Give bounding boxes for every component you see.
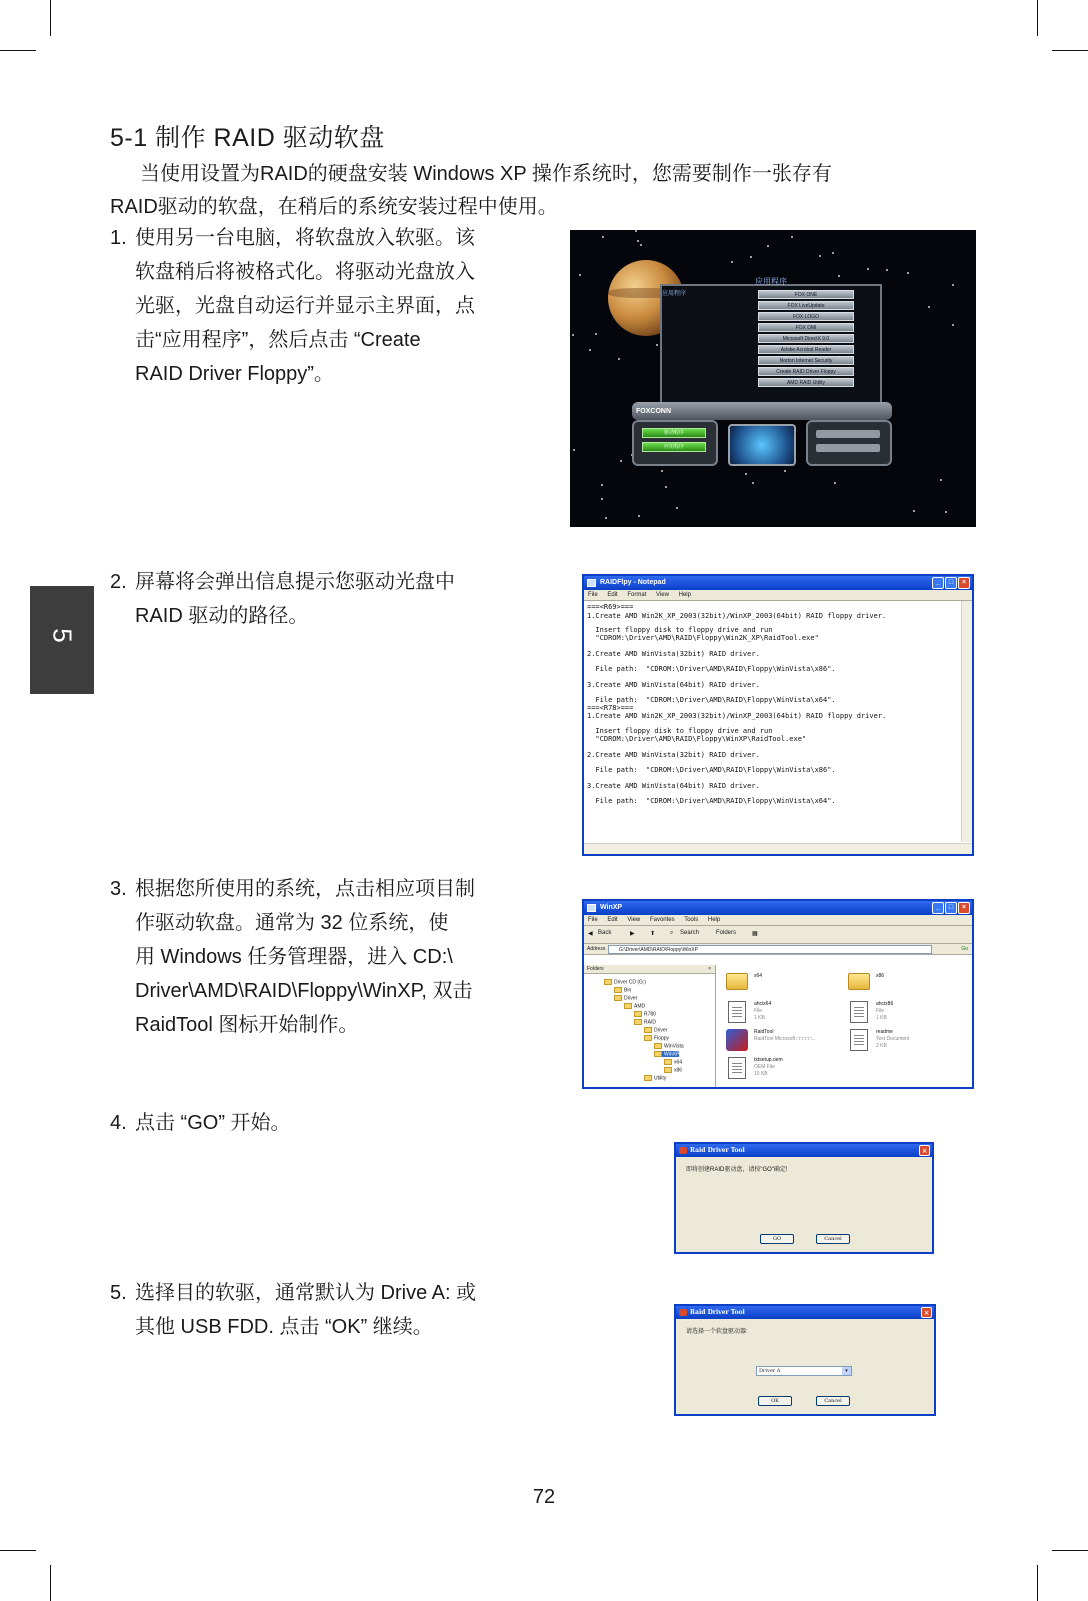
raidtool-icon (726, 1029, 748, 1051)
file-name: RaidTool (754, 1029, 774, 1035)
folder-icon (634, 1011, 642, 1017)
tree-label: Utility (654, 1075, 667, 1082)
tree-label: Driver (624, 995, 638, 1002)
star-dot (656, 344, 658, 346)
step-text: 用 Windows 任务管理器，进入 CD:\ (135, 946, 453, 968)
folder-icon (644, 1027, 652, 1033)
crop-mark (50, 1565, 51, 1601)
tree-item[interactable] (644, 1035, 669, 1041)
text-line: "CDROM:\Driver\AMD\RAID\Floppy\Win2K_XP\RaidTool.exe" (587, 634, 819, 642)
step-text: RaidTool 图标开始制作。 (135, 1014, 359, 1036)
menu-view[interactable]: View (627, 917, 641, 923)
tree-label: Driver CD (G:) (614, 979, 646, 986)
star-dot (579, 274, 581, 276)
star-dot (620, 460, 622, 462)
text-line: 2.Create AMD WinVista(32bit) RAID driver. (587, 751, 760, 759)
file-type: RaidTool Microsoft □□□□□... (754, 1036, 816, 1042)
close-icon[interactable]: × (958, 577, 970, 589)
menu-help[interactable]: Help (707, 917, 721, 923)
search-icon[interactable]: ⌕ (670, 930, 674, 936)
address-bar (584, 944, 972, 955)
folder-icon (848, 973, 870, 990)
star-dot (665, 486, 667, 488)
drivers-button[interactable]: 驱动程序 (642, 428, 706, 438)
step-text: RAID Driver Floppy”。 (135, 363, 334, 385)
star-dot (767, 245, 769, 247)
star-dot (572, 334, 574, 336)
chapter-number: 5 (47, 628, 78, 643)
star-dot (745, 473, 747, 475)
tree-item[interactable] (624, 1003, 645, 1009)
dialog-title-bar (676, 1144, 932, 1157)
folder-icon (726, 973, 748, 990)
star-dot (637, 240, 639, 242)
file-name: x86 (876, 973, 885, 979)
star-dot (834, 482, 836, 484)
console-bar (632, 402, 892, 420)
title-bar (584, 901, 972, 915)
file-size: 1 KB (754, 1015, 765, 1021)
maximize-icon[interactable]: □ (945, 902, 957, 914)
star-dot (731, 261, 733, 263)
menu-item[interactable]: Microsoft DirectX 9.0 (758, 334, 854, 343)
menu-edit[interactable]: Edit (607, 917, 618, 923)
back-button[interactable]: Back (598, 930, 612, 936)
menu-edit[interactable]: Edit (607, 592, 618, 598)
minimize-icon[interactable]: _ (932, 902, 944, 914)
forward-arrow-icon[interactable]: ▶ (630, 931, 635, 937)
star-dot (952, 324, 954, 326)
star-dot (928, 306, 930, 308)
dialog-title: Raid Driver Tool (690, 1309, 745, 1316)
file-item[interactable] (848, 971, 968, 999)
star-dot (784, 470, 786, 472)
step-3 (110, 872, 475, 1042)
file-item[interactable] (848, 999, 968, 1027)
menu-tools[interactable]: Tools (684, 917, 699, 923)
dialog-message: 即将创建RAID驱动盘，请按"GO"确定! (686, 1167, 788, 1173)
star-dot (638, 515, 640, 517)
foxconn-logo: FOXCONN (636, 408, 671, 415)
star-dot (819, 255, 821, 257)
tree-item[interactable] (664, 1067, 682, 1073)
folders-pane-title: Folders (587, 966, 604, 972)
window-title: WinXP (600, 904, 623, 911)
raid-driver-tool-dialog-go (674, 1142, 934, 1254)
raidtool-icon (679, 1147, 687, 1154)
tree-label: x64 (674, 1059, 683, 1066)
step-number: 3. (110, 878, 127, 900)
menu-file[interactable]: File (588, 917, 598, 923)
tree-item[interactable] (644, 1075, 666, 1081)
minimize-icon[interactable]: _ (932, 577, 944, 589)
tree-label: Driver (654, 1027, 668, 1034)
star-dot (573, 449, 575, 451)
text-line: 3.Create AMD WinVista(64bit) RAID driver. (587, 782, 760, 790)
crop-mark (0, 50, 36, 51)
tree-item[interactable] (634, 1011, 656, 1017)
menu-format[interactable]: Format (627, 592, 647, 598)
folder-icon (664, 1067, 672, 1073)
star-dot (913, 510, 915, 512)
intro-text-line: 当使用设置为RAID的硬盘安装 Windows XP 操作系统时，您需要制作一张存有 (140, 163, 832, 185)
folder-icon (664, 1059, 672, 1065)
address-input[interactable]: G:\Driver\AMD\RAID\Floppy\WinXP (608, 945, 932, 954)
tree-label: WinVista (664, 1043, 684, 1050)
panel-title: 应用程序 (755, 277, 787, 286)
folder-icon (614, 995, 622, 1001)
toolbar (584, 926, 972, 944)
crop-mark (1052, 50, 1088, 51)
folder-icon (624, 1003, 632, 1009)
menu-bar (584, 915, 972, 926)
dialog-message: 请选择一个软盘驱动器: (686, 1329, 748, 1335)
step-text: 其他 USB FDD. 点击 “OK” 继续。 (135, 1316, 433, 1338)
applications-button[interactable]: 应用程序 (642, 442, 706, 452)
center-display-icon (728, 424, 796, 466)
tree-label: AMD (634, 1003, 646, 1010)
drive-select-value: Driver A (759, 1368, 781, 1374)
close-pane-icon[interactable]: × (708, 966, 711, 972)
cancel-button[interactable]: Cancel (816, 1396, 850, 1406)
close-icon[interactable]: × (921, 1307, 932, 1318)
tree-item-selected[interactable] (654, 1051, 679, 1057)
file-item[interactable] (726, 1055, 846, 1083)
text-line: 3.Create AMD WinVista(64bit) RAID driver. (587, 681, 760, 689)
menu-help[interactable]: Help (678, 592, 691, 598)
star-dot (601, 498, 603, 500)
star-dot (605, 517, 607, 519)
star-dot (791, 236, 793, 238)
text-line: File path: "CDROM:\Driver\AMD\RAID\Floppy\WinVista\x86". (587, 766, 836, 774)
text-line: File path: "CDROM:\Driver\AMD\RAID\Floppy\WinVista\x64". (587, 696, 836, 704)
go-button[interactable]: GO (760, 1234, 794, 1244)
step-text: 软盘稍后将被格式化。将驱动光盘放入 (135, 261, 475, 283)
text-line: ===<R78>=== (587, 704, 634, 712)
file-item[interactable] (726, 971, 846, 999)
folders-button[interactable]: Folders (716, 930, 737, 936)
step-4 (110, 1106, 291, 1140)
menu-favorites[interactable]: Favorites (649, 917, 675, 923)
step-text: Driver\AMD\RAID\Floppy\WinXP, 双击 (135, 980, 473, 1002)
up-folder-icon[interactable]: ⬆ (650, 931, 656, 937)
step-text: 屏幕将会弹出信息提示您驱动光盘中 (135, 571, 455, 593)
tree-item[interactable] (644, 1027, 667, 1033)
tree-item[interactable] (634, 1019, 656, 1025)
section-title: 5-1 制作 RAID 驱动软盘 (110, 124, 385, 152)
right-pod (806, 420, 892, 466)
page-number: 72 (532, 1486, 556, 1508)
text-document-icon (850, 1029, 868, 1051)
star-dot (618, 358, 620, 360)
create-raid-driver-floppy-item[interactable]: Create RAID Driver Floppy (758, 367, 854, 376)
empty-slot (816, 430, 880, 438)
folders-pane-header (584, 965, 715, 974)
raid-driver-tool-dialog-ok (674, 1304, 936, 1416)
file-type: Text Document (876, 1036, 910, 1042)
panel-tab-label: 应用程序 (662, 291, 687, 297)
raidtool-file-item[interactable] (726, 1027, 846, 1055)
step-number: 1. (110, 227, 127, 249)
crop-mark (1052, 1550, 1088, 1551)
folder-icon (614, 987, 622, 993)
step-text: 选择目的软驱，通常默认为 Drive A: 或 (135, 1282, 477, 1304)
menu-item[interactable]: AMD RAID Utility (758, 378, 854, 387)
star-dot (752, 482, 754, 484)
step-text: 光驱，光盘自动运行并显示主界面，点 (135, 295, 475, 317)
drive-select[interactable] (756, 1366, 852, 1376)
step-5 (110, 1276, 476, 1344)
step-number: 2. (110, 571, 127, 593)
text-line: 1.Create AMD Win2K_XP_2003(32bit)/WinXP_2003(64bit) RAID floppy driver. (587, 712, 887, 720)
star-dot (640, 244, 642, 246)
folders-pane (584, 965, 716, 1087)
menu-item[interactable]: Norton Internet Security (758, 356, 854, 365)
menu-bar (584, 590, 972, 601)
autorun-menu-screenshot (570, 230, 976, 527)
file-icon (850, 1001, 868, 1023)
menu-item[interactable]: FOX LiveUpdate (758, 301, 854, 310)
text-line: "CDROM:\Driver\AMD\RAID\Floppy\WinXP\RaidTool.exe" (587, 735, 807, 743)
text-line: File path: "CDROM:\Driver\AMD\RAID\Floppy\WinVista\x86". (587, 665, 836, 673)
notepad-icon (587, 579, 596, 587)
raidtool-icon (679, 1309, 687, 1316)
step-text: 根据您所使用的系统，点击相应项目制 (135, 878, 475, 900)
star-dot (945, 511, 947, 513)
cd-drive-icon (604, 979, 612, 985)
star-dot (635, 230, 637, 232)
files-pane (718, 965, 972, 1087)
file-size: 1 KB (876, 1015, 887, 1021)
crop-mark (0, 1550, 36, 1551)
star-dot (676, 507, 678, 509)
text-line: ===<R69>=== (587, 603, 634, 611)
menu-item[interactable]: FOX LOGO (758, 312, 854, 321)
text-area[interactable] (584, 601, 960, 842)
chapter-tab (30, 586, 94, 694)
text-line: 2.Create AMD WinVista(32bit) RAID driver. (587, 650, 760, 658)
file-name: ahcix86 (876, 1001, 894, 1007)
step-text: RAID 驱动的路径。 (135, 605, 309, 627)
step-number: 4. (110, 1112, 127, 1134)
star-dot (832, 252, 834, 254)
menu-item[interactable]: FOX ONE (758, 290, 854, 299)
star-dot (886, 269, 888, 271)
tree-item[interactable] (664, 1059, 682, 1065)
menu-item[interactable]: FOX DMI (758, 323, 854, 332)
intro-text-line: RAID驱动的软盘，在稍后的系统安装过程中使用。 (110, 196, 558, 218)
folder-icon (587, 904, 596, 912)
notepad-window (582, 574, 974, 856)
star-dot (602, 236, 604, 238)
ok-button[interactable]: OK (758, 1396, 792, 1406)
text-line: Insert floppy disk to floppy drive and run (587, 727, 773, 735)
maximize-icon[interactable]: □ (945, 577, 957, 589)
star-dot (601, 484, 603, 486)
file-type: OEM File (754, 1064, 775, 1070)
crop-mark (50, 0, 51, 36)
text-line: File path: "CDROM:\Driver\AMD\RAID\Floppy\WinVista\x64". (587, 797, 836, 805)
star-dot (907, 272, 909, 274)
file-name: x64 (754, 973, 763, 979)
tree-label: Bin (624, 987, 632, 994)
file-item[interactable] (848, 1027, 968, 1055)
dialog-title: Raid Driver Tool (690, 1147, 745, 1154)
go-button[interactable]: Go (961, 946, 968, 952)
chevron-down-icon[interactable]: ▾ (842, 1367, 851, 1375)
star-dot (589, 349, 591, 351)
tree-label: x86 (674, 1067, 683, 1074)
crop-mark (1037, 0, 1038, 36)
file-size: 2 KB (876, 1043, 887, 1049)
search-button[interactable]: Search (680, 930, 700, 936)
file-icon (728, 1057, 746, 1079)
star-dot (952, 284, 954, 286)
step-text: 点击 “GO” 开始。 (135, 1112, 291, 1134)
tree-item[interactable] (654, 1043, 684, 1049)
explorer-window (582, 899, 974, 1089)
file-icon (728, 1001, 746, 1023)
step-text: 击“应用程序”，然后点击 “Create (135, 329, 421, 351)
menu-item[interactable]: Adobe Acrobat Reader (758, 345, 854, 354)
file-type: File (876, 1008, 885, 1014)
step-2 (110, 565, 455, 633)
tree-item[interactable] (604, 979, 646, 985)
tree-label: Floppy (654, 1035, 670, 1042)
step-text: 使用另一台电脑，将软盘放入软驱。该 (135, 227, 475, 249)
file-size: 10 KB (754, 1071, 768, 1077)
step-number: 5. (110, 1282, 127, 1304)
star-dot (940, 479, 942, 481)
tree-item[interactable] (614, 995, 637, 1001)
folder-icon (644, 1035, 652, 1041)
folder-icon (654, 1043, 662, 1049)
text-line: Insert floppy disk to floppy drive and run (587, 626, 773, 634)
menu-file[interactable]: File (588, 592, 598, 598)
vertical-scrollbar[interactable] (961, 601, 972, 842)
close-icon[interactable]: × (958, 902, 970, 914)
dialog-title-bar (676, 1306, 934, 1319)
step-text: 作驱动软盘。通常为 32 位系统，使 (135, 912, 449, 934)
file-name: txtsetup.oem (754, 1057, 783, 1063)
address-label: Address (587, 946, 606, 952)
star-dot (867, 268, 869, 270)
window-title: RAIDFlpy - Notepad (600, 579, 666, 586)
back-arrow-icon[interactable]: ◀ (588, 931, 593, 937)
step-1 (110, 221, 475, 391)
folder-icon (644, 1075, 652, 1081)
crop-mark (1037, 1565, 1038, 1601)
file-item[interactable] (726, 999, 846, 1027)
folder-icon (634, 1019, 642, 1025)
menu-view[interactable]: View (656, 592, 669, 598)
close-icon[interactable]: × (919, 1145, 930, 1156)
empty-slot (816, 444, 880, 452)
star-dot (838, 275, 840, 277)
tree-label: RAID (644, 1019, 656, 1026)
horizontal-scrollbar[interactable] (584, 843, 972, 854)
text-line: 1.Create AMD Win2K_XP_2003(32bit)/WinXP_2003(64bit) RAID floppy driver. (587, 612, 887, 620)
star-dot (661, 470, 663, 472)
folder-icon (654, 1051, 662, 1057)
tree-label: WinXP (664, 1051, 680, 1058)
cancel-button[interactable]: Cancel (816, 1234, 850, 1244)
file-type: File (754, 1008, 763, 1014)
tree-label: R780 (644, 1011, 656, 1018)
star-dot (595, 333, 597, 335)
tree-item[interactable] (614, 987, 631, 993)
title-bar (584, 576, 972, 590)
star-dot (750, 256, 752, 258)
file-name: readme (876, 1029, 893, 1035)
file-name: ahcix64 (754, 1001, 772, 1007)
views-icon[interactable]: ▦ (752, 931, 758, 937)
